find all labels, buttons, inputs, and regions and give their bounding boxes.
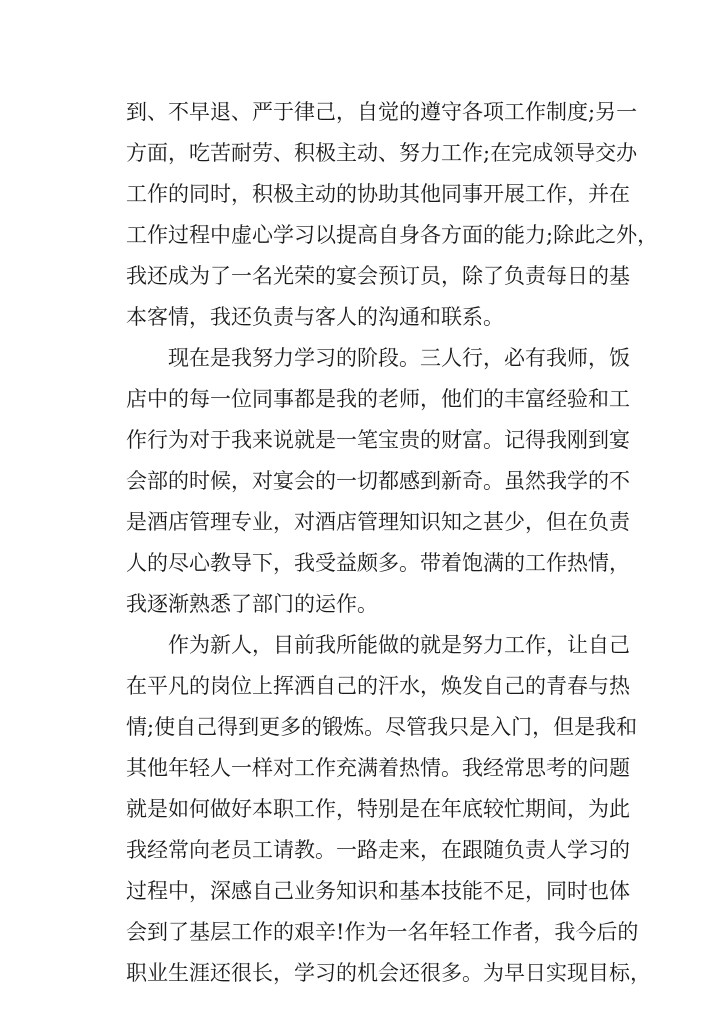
text-line: 到、不早退、严于律己，自觉的遵守各项工作制度;另一 bbox=[126, 100, 638, 124]
text-line: 我逐渐熟悉了部门的运作。 bbox=[126, 592, 378, 616]
text-line: 职业生涯还很长，学习的机会还很多。为早日实现目标， bbox=[126, 961, 651, 985]
text-line: 就是如何做好本职工作，特别是在年底较忙期间，为此 bbox=[126, 797, 630, 821]
text-line: 其他年轻人一样对工作充满着热情。我经常思考的问题 bbox=[126, 756, 630, 780]
text-line: 过程中，深感自己业务知识和基本技能不足，同时也体 bbox=[126, 879, 630, 903]
text-line: 会到了基层工作的艰辛!作为一名年轻工作者，我今后的 bbox=[126, 920, 639, 944]
text-line: 我经常向老员工请教。一路走来，在跟随负责人学习的 bbox=[126, 838, 630, 862]
text-line: 本客情，我还负责与客人的沟通和联系。 bbox=[126, 305, 504, 329]
text-line: 我还成为了一名光荣的宴会预订员，除了负责每日的基 bbox=[126, 264, 630, 288]
paragraph-1 bbox=[126, 92, 659, 338]
text-line: 情;使自己得到更多的锻炼。尽管我只是入门，但是我和 bbox=[126, 715, 638, 739]
document-body bbox=[126, 92, 659, 994]
text-line: 人的尽心教导下，我受益颇多。带着饱满的工作热情， bbox=[126, 551, 630, 575]
text-line: 工作过程中虚心学习以提高自身各方面的能力;除此之外， bbox=[126, 223, 659, 247]
text-line: 工作的同时，积极主动的协助其他同事开展工作，并在 bbox=[126, 182, 630, 206]
paragraph-3 bbox=[126, 625, 651, 994]
text-line: 店中的每一位同事都是我的老师，他们的丰富经验和工 bbox=[126, 387, 630, 411]
text-line: 现在是我努力学习的阶段。三人行，必有我师，饭 bbox=[168, 346, 630, 370]
text-line: 是酒店管理专业，对酒店管理知识知之甚少，但在负责 bbox=[126, 510, 630, 534]
text-line: 在平凡的岗位上挥洒自己的汗水，焕发自己的青春与热 bbox=[126, 674, 630, 698]
paragraph-2 bbox=[126, 338, 630, 625]
text-line: 方面，吃苦耐劳、积极主动、努力工作;在完成领导交办 bbox=[126, 141, 638, 165]
text-line: 会部的时候，对宴会的一切都感到新奇。虽然我学的不 bbox=[126, 469, 630, 493]
text-line: 作行为对于我来说就是一笔宝贵的财富。记得我刚到宴 bbox=[126, 428, 630, 452]
text-line: 作为新人，目前我所能做的就是努力工作，让自己 bbox=[168, 633, 630, 657]
